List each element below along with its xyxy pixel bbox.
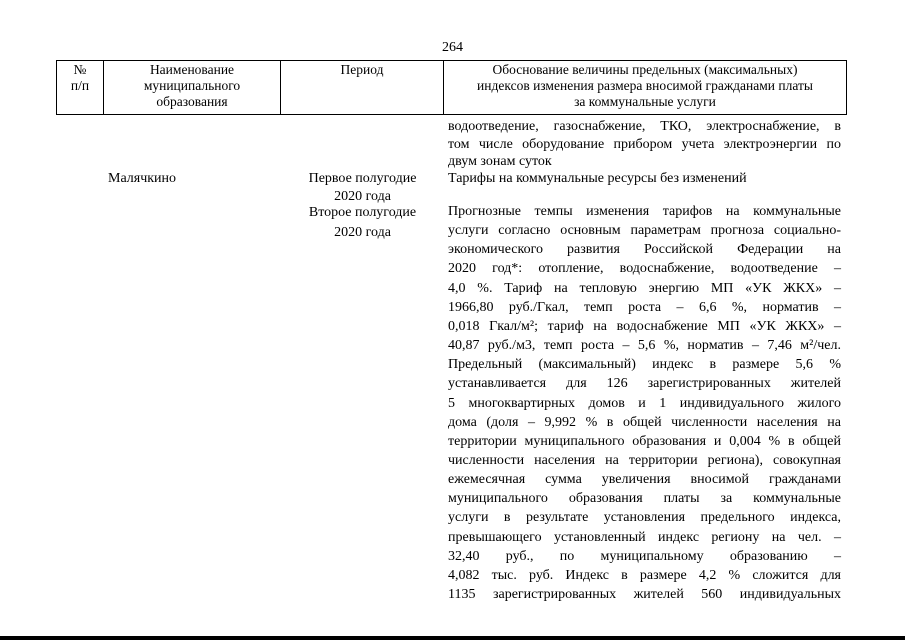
continuation-line: водоотведение, газоснабжение, ТКО, электроснабжение, в (448, 119, 841, 134)
period2-line: Предельный (максимальный) индекс в размере 5,6 % (448, 357, 841, 373)
period2-line: 1135 зарегистрированных жителей 560 индивидуальных (448, 587, 841, 602)
period2-line: муниципального образования платы за коммунальные (448, 491, 841, 507)
header-name: Наименование муниципального образования (104, 61, 281, 114)
period2-line: 4,0 %. Тариф на тепловую энергию МП «УК ЖКХ» – (448, 280, 841, 296)
continuation-line: том числе оборудование прибором учета электроэнергии по (448, 136, 841, 152)
period2-line: ежемесячная сумма увеличения вносимой гражданами (448, 472, 841, 488)
period2-line: 4,082 тыс. руб. Индекс в размере 4,2 % сложится для (448, 567, 841, 583)
page-number: 264 (442, 40, 463, 55)
period2-line: 0,018 Гкал/м²; тариф на водоснабжение МП «УК ЖКХ» – (448, 318, 841, 334)
bottom-rule (0, 636, 905, 640)
period2-line: экономического развития Российской Федерации на (448, 242, 841, 258)
table-header (56, 60, 847, 115)
period1-basis-text: Тарифы на коммунальные ресурсы без изменений (448, 171, 747, 186)
period-second-half: Второе полугодие 2020 года (308, 205, 417, 240)
period2-line: услуги в результате установления предельного индекса, (448, 510, 841, 526)
period2-line: устанавливается для 126 зарегистрированных жителей (448, 376, 841, 392)
header-basis: Обоснование величины предельных (максимальных) индексов изменения размера вносимой гражданами платы за коммунальные услуги (477, 62, 813, 109)
period2-line: услуги согласно основным параметрам прогноза социально- (448, 223, 841, 239)
period-first-half: Первое полугодие 2020 года (308, 171, 417, 204)
period2-line: 1966,80 руб./Гкал, темп роста – 6,6 %, норматив – (448, 299, 841, 315)
period2-line: 2020 год*: отопление, водоснабжение, водоотведение – (448, 261, 841, 277)
header-period: Период (281, 61, 444, 114)
period2-line: Прогнозные темпы изменения тарифов на коммунальные (448, 204, 841, 219)
period2-line: 5 многоквартирных домов и 1 индивидуального жилого (448, 395, 841, 411)
period2-line: 40,87 руб./м3, темп роста – 5,6 %, норматив – 7,46 м²/чел. (448, 338, 841, 354)
period2-line: территории муниципального образования и 0,004 % в общей (448, 433, 841, 449)
continuation-line: двум зонам суток (448, 154, 552, 169)
header-num: № п/п (57, 61, 104, 114)
period2-line: численности населения на территории региона), совокупная (448, 452, 841, 468)
period2-line: 32,40 руб., по муниципальному образованию – (448, 548, 841, 564)
period2-line: дома (доля – 9,992 % в общей численности населения на (448, 414, 841, 430)
period2-line: превышающего установленный индекс региону на чел. – (448, 529, 841, 545)
municipality-name: Малячкино (108, 171, 177, 186)
